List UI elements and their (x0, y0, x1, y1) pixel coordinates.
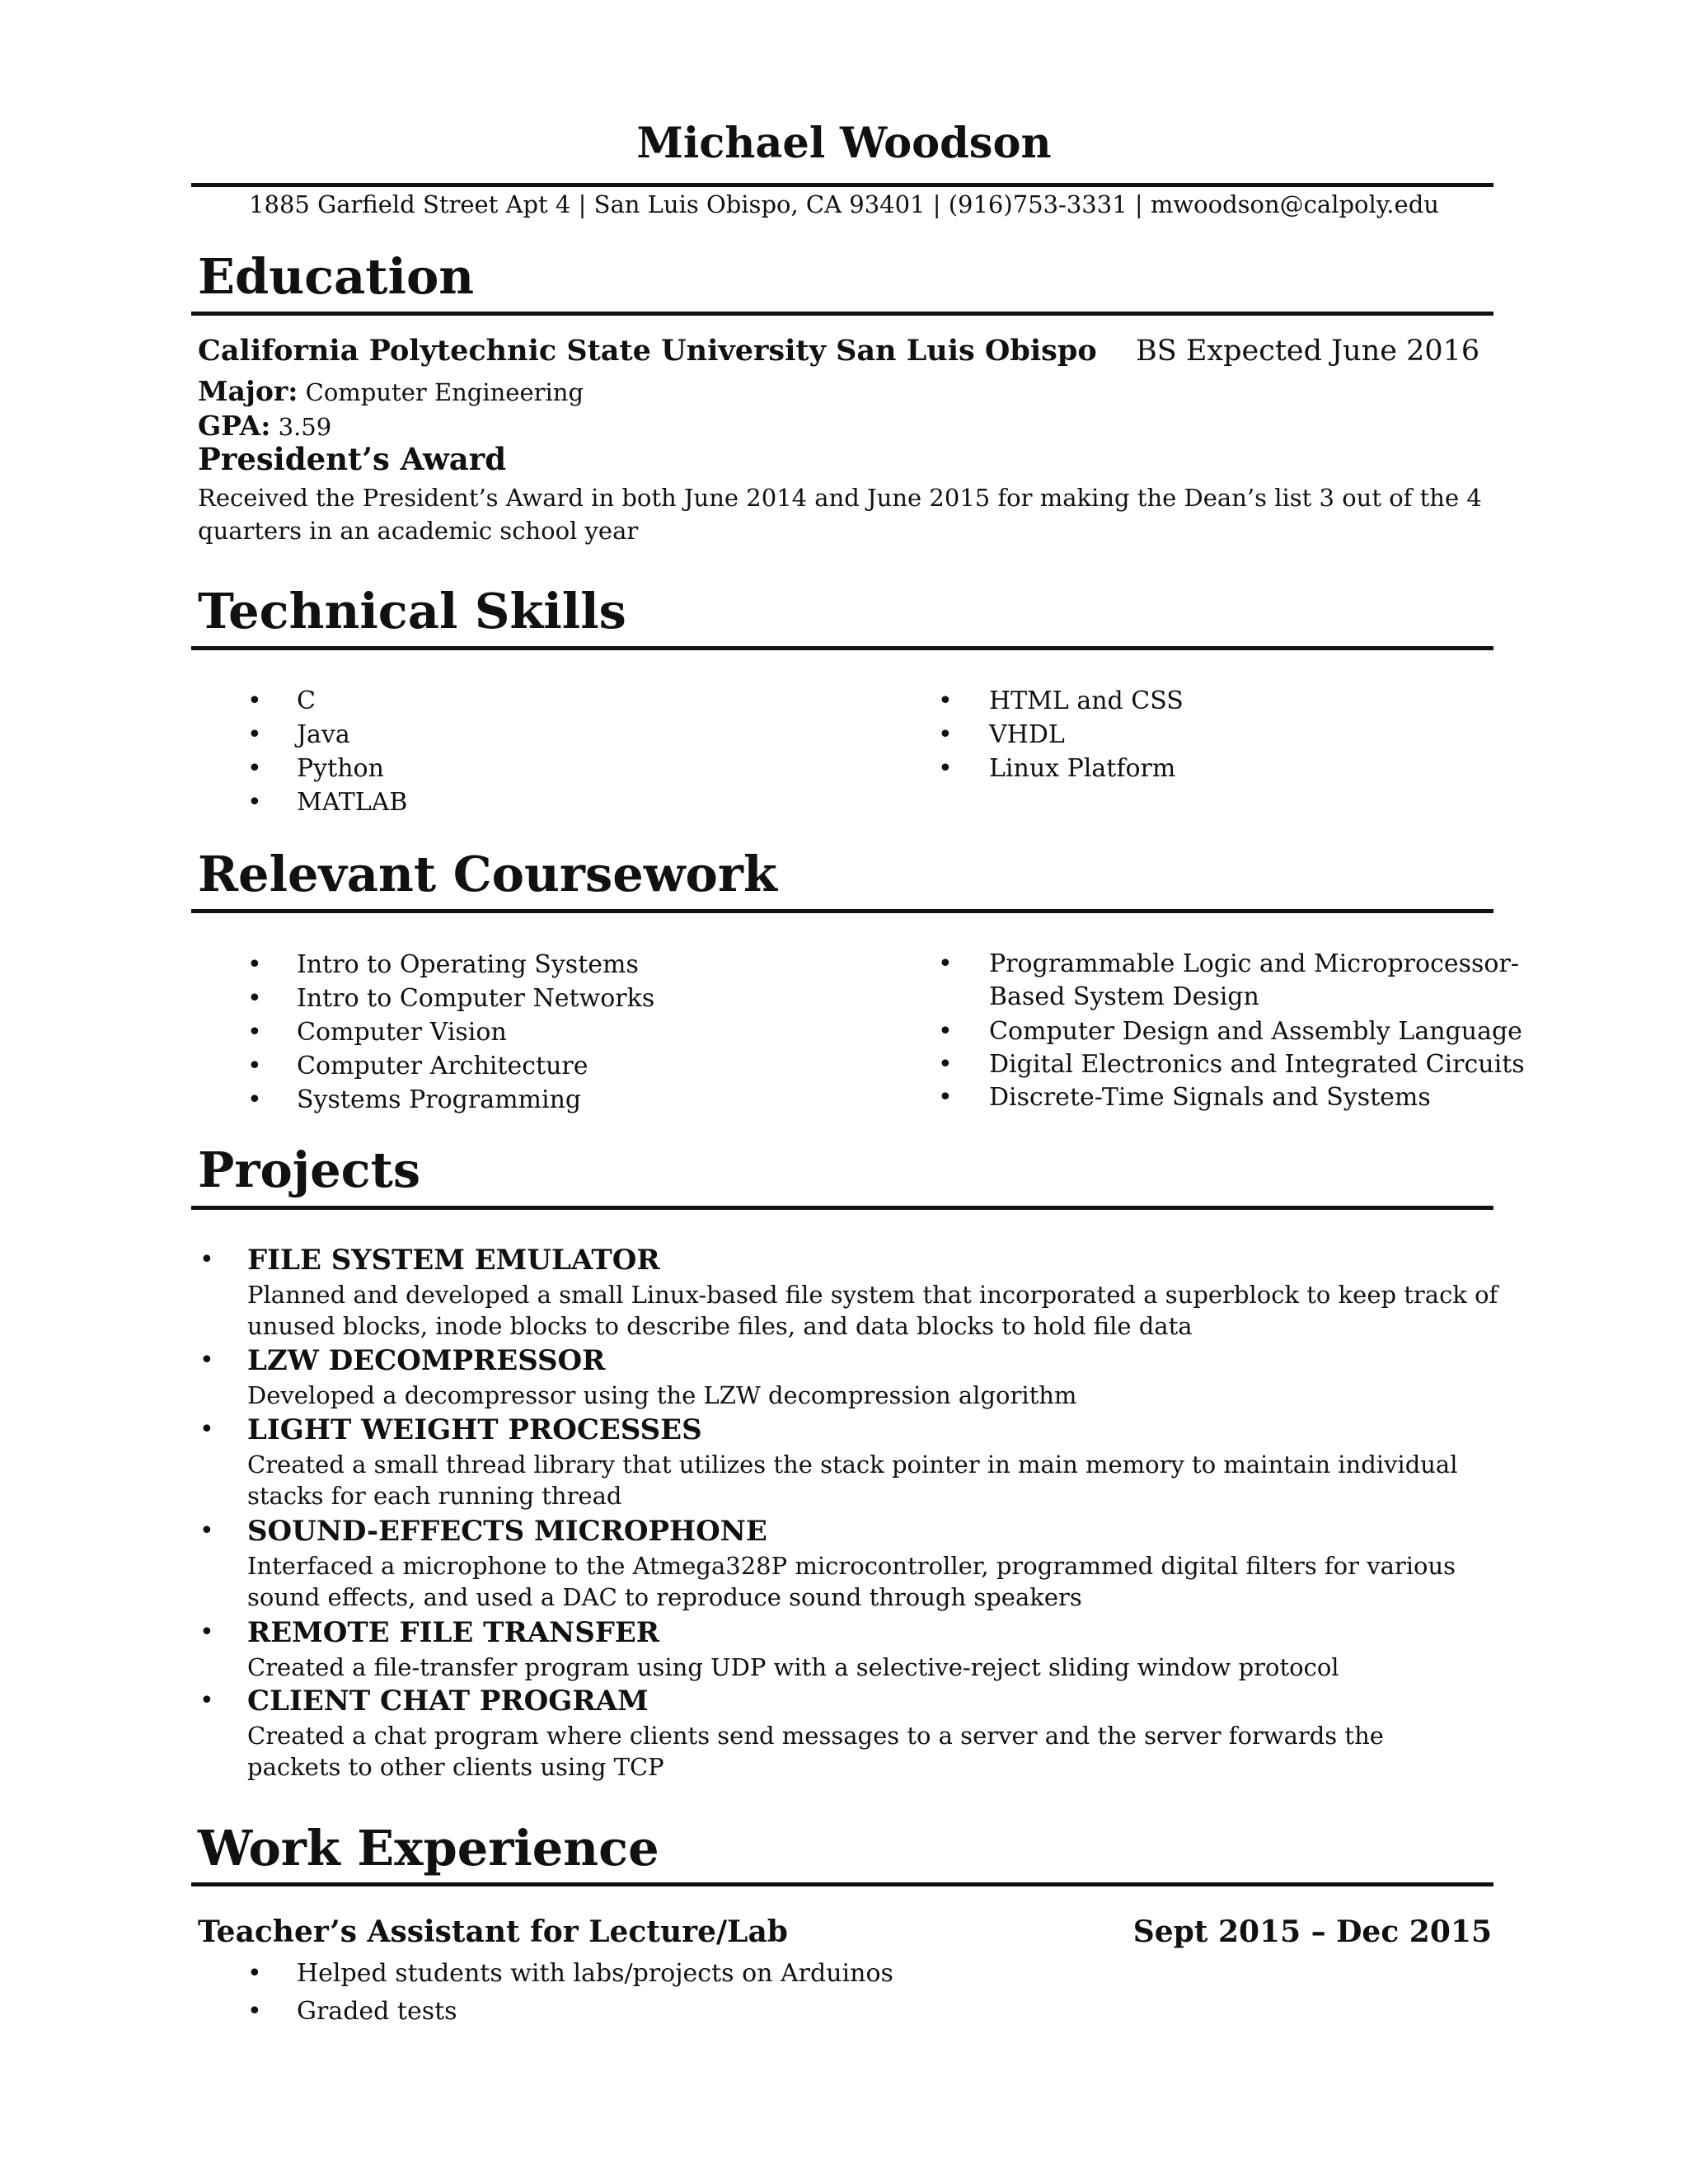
education-heading: Education (198, 248, 475, 305)
project-title: SOUND-EFFECTS MICROPHONE (247, 1515, 767, 1548)
bullet-dot: • (938, 720, 953, 749)
project-description: packets to other clients using TCP (247, 1753, 664, 1781)
candidate-name: Michael Woodson (636, 119, 1052, 168)
gpa-value: 3.59 (278, 413, 332, 441)
major-line (198, 375, 584, 409)
bullet-dot: • (247, 1085, 262, 1114)
bullet-dot: • (938, 687, 953, 715)
list-item: HTML and CSS (989, 687, 1184, 715)
projects-heading: Projects (198, 1141, 421, 1198)
skills-rule (191, 646, 1493, 650)
gpa-line (198, 410, 331, 443)
projects-rule (191, 1206, 1493, 1210)
bullet-dot: • (938, 1017, 953, 1046)
list-item: Computer Architecture (297, 1052, 588, 1080)
bullet-dot: • (247, 984, 262, 1013)
project-title: CLIENT CHAT PROGRAM (247, 1685, 649, 1718)
bullet-dot: • (247, 1052, 262, 1080)
degree-expected: BS Expected June 2016 (1136, 335, 1480, 368)
list-item: Computer Design and Assembly Language (989, 1017, 1522, 1046)
work-heading: Work Experience (198, 1820, 659, 1877)
list-item: Discrete-Time Signals and Systems (989, 1083, 1431, 1112)
list-item: MATLAB (297, 788, 408, 817)
bullet-dot: • (199, 1686, 214, 1715)
bullet-dot: • (938, 1083, 953, 1112)
project-description: Created a file-transfer program using UDP with a selective-reject sliding window protocol (247, 1653, 1339, 1681)
bullet-dot: • (199, 1415, 214, 1444)
bullet-dot: • (938, 1050, 953, 1079)
major-label: Major: (198, 375, 298, 407)
bullet-dot: • (199, 1346, 214, 1375)
project-description: Created a chat program where clients send messages to a server and the server forwards the (247, 1722, 1384, 1750)
list-item: Java (297, 720, 350, 749)
list-item: Systems Programming (297, 1085, 582, 1114)
bullet-dot: • (247, 720, 262, 749)
job-dates: Sept 2015 – Dec 2015 (1132, 1915, 1492, 1949)
project-title: LIGHT WEIGHT PROCESSES (247, 1413, 702, 1446)
bullet-dot: • (247, 687, 262, 715)
work-rule (191, 1882, 1493, 1886)
coursework-rule (191, 909, 1493, 913)
award-description-line-2: quarters in an academic school year (198, 517, 639, 545)
bullet-dot: • (247, 754, 262, 783)
bullet-dot: • (247, 788, 262, 817)
project-description: unused blocks, inode blocks to describe files, and data blocks to hold file data (247, 1312, 1193, 1340)
bullet-dot: • (247, 1997, 262, 2026)
list-item: Python (297, 754, 384, 783)
list-item: C (297, 687, 316, 715)
award-title: President’s Award (198, 441, 507, 477)
award-description-line-1: Received the President’s Award in both June 2014 and June 2015 for making the Dean’s list 3 out of the 4 (198, 484, 1482, 512)
bullet-dot: • (199, 1516, 214, 1545)
project-description: stacks for each running thread (247, 1482, 622, 1510)
project-title: LZW DECOMPRESSOR (247, 1344, 606, 1377)
bullet-dot: • (938, 949, 953, 978)
list-item: Linux Platform (989, 754, 1176, 783)
project-title: FILE SYSTEM EMULATOR (247, 1244, 660, 1277)
education-rule (191, 312, 1493, 316)
project-description: Created a small thread library that utilizes the stack pointer in main memory to maintain individual (247, 1451, 1458, 1479)
list-item: VHDL (989, 720, 1065, 749)
coursework-heading: Relevant Coursework (198, 846, 777, 902)
school-name: California Polytechnic State University San Luis Obispo (198, 334, 1097, 368)
list-item: Intro to Operating Systems (297, 950, 639, 979)
bullet-dot: • (199, 1245, 214, 1274)
list-item: Computer Vision (297, 1018, 507, 1047)
project-description: sound effects, and used a DAC to reproduce sound through speakers (247, 1583, 1082, 1611)
project-description: Planned and developed a small Linux-based file system that incorporated a superblock to keep track of (247, 1281, 1498, 1309)
bullet-dot: • (938, 754, 953, 783)
list-item: Based System Design (989, 982, 1259, 1011)
list-item: Programmable Logic and Microprocessor- (989, 949, 1519, 978)
contact-line: 1885 Garfield Street Apt 4 | San Luis Obispo, CA 93401 | (916)753-3331 | mwoodson@calpoly.edu (249, 190, 1439, 218)
bullet-dot: • (247, 1959, 262, 1988)
list-item: Digital Electronics and Integrated Circuits (989, 1050, 1525, 1079)
gpa-label: GPA: (198, 410, 271, 442)
list-item: Helped students with labs/projects on Arduinos (297, 1959, 893, 1988)
header-rule (191, 183, 1493, 187)
bullet-dot: • (247, 950, 262, 979)
skills-heading: Technical Skills (198, 583, 626, 640)
list-item: Graded tests (297, 1997, 457, 2026)
project-description: Developed a decompressor using the LZW decompression algorithm (247, 1381, 1077, 1409)
list-item: Intro to Computer Networks (297, 984, 655, 1013)
bullet-dot: • (199, 1618, 214, 1647)
major-value: Computer Engineering (305, 378, 584, 406)
project-title: REMOTE FILE TRANSFER (247, 1616, 660, 1649)
bullet-dot: • (247, 1018, 262, 1047)
job-title: Teacher’s Assistant for Lecture/Lab (198, 1915, 788, 1949)
project-description: Interfaced a microphone to the Atmega328P microcontroller, programmed digital filters for various (247, 1552, 1456, 1580)
